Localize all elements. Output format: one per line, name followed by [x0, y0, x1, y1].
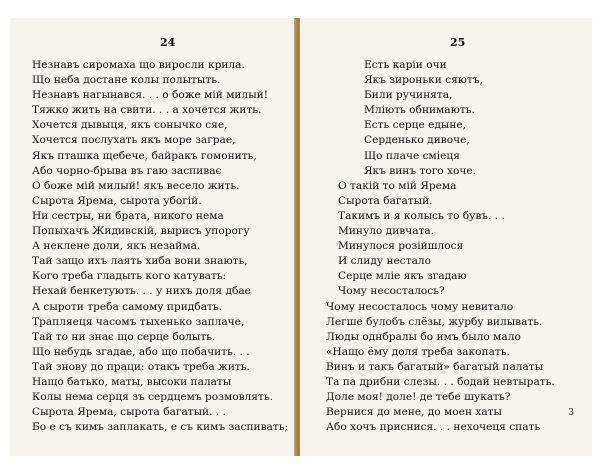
text-line: Тай знову до праци: отакъ треба жить.: [32, 360, 250, 373]
text-line: Такимъ и я колысь то бувъ. . .: [338, 209, 505, 222]
text-line: Есть карiи очи: [364, 59, 447, 71]
signature-mark: 3: [568, 408, 574, 418]
text-line: Били ручинята,: [364, 89, 453, 102]
text-line: «Нащо ёму доля треба закопать.: [326, 345, 510, 358]
text-line: Сырота Ярема, сырота убогiй.: [32, 194, 202, 207]
text-line: Минулося розiйшлося: [338, 240, 464, 253]
text-line: Вернися до мене, до моен хаты: [326, 406, 502, 419]
text-line: И слиду нестало: [338, 255, 432, 268]
text-line: Нехай бенкетують. . . у нихъ доля дбае: [32, 285, 251, 298]
text-line: Попыхачъ Жидивскiй, вырисъ упорогу: [32, 225, 250, 238]
text-line: О боже мiй милый! якъ весело жить.: [32, 179, 240, 192]
text-line: Та па дрибни слезы. . . бодай невтырать.: [326, 375, 555, 388]
text-line: Сырота багатый.: [338, 194, 433, 207]
text-line: Хочется послухать якъ море заграе,: [32, 134, 236, 147]
text-line: О такiй то мiй Ярема: [338, 179, 457, 192]
text-line: Нащо батько, маты, высоки палаты: [32, 375, 232, 388]
text-line: Доле моя! доле! де тебе шукать?: [326, 391, 511, 404]
page-number-right: 25: [450, 36, 466, 49]
text-line: Кого треба гладыть кого катувать:: [32, 270, 227, 283]
text-line: Сырота Ярема, сырота багатый. . .: [32, 406, 226, 419]
text-line: Трапляеця часомъ тыхенько заплаче,: [32, 315, 245, 328]
text-line: Чому несосталось?: [338, 285, 445, 298]
text-line: Бо е съ кимъ заплакать, е съ кимъ заспивать;: [32, 421, 289, 434]
text-line: Що неба достане колы полытыть.: [32, 74, 221, 87]
text-line: Тяжко жить на свити. . . а хочется жить.: [32, 104, 262, 117]
text-line: Якъ зироньки сяютъ,: [364, 74, 483, 87]
text-line: А неклене доли, якъ незайма.: [32, 240, 201, 253]
text-line: Колы нема серця зъ сердцемъ розмовлять.: [32, 391, 273, 404]
text-line: Минуло дивчата.: [338, 225, 435, 238]
text-line: Незнавъ сиромаха що виросли крила.: [32, 59, 245, 71]
text-line: А сыроти треба самому придбать.: [32, 300, 222, 313]
text-line: Незнавъ нагынався. . . о боже мiй милый!: [32, 89, 268, 102]
right-page: [300, 18, 592, 456]
left-page-text: [32, 58, 288, 435]
text-line: Або чорно-брыва въ гаю заспиває: [32, 164, 222, 177]
left-page: [10, 18, 296, 456]
text-line: Серденько дивоче,: [364, 134, 470, 147]
text-line: Чому несосталось чому невитало: [326, 300, 514, 313]
text-line: Що небудь згадае, або що побачить. . .: [32, 345, 250, 358]
text-line: Або хочъ приснися. . . нехочеця спать: [326, 421, 541, 434]
text-line: Якъ винъ того хоче.: [364, 164, 477, 177]
text-line: Що плаче смiеця: [364, 149, 460, 162]
text-line: Тай защо ихъ лаять хиба вони знають,: [32, 255, 248, 268]
text-line: Млiють обнимають.: [364, 104, 475, 117]
text-line: Люды однбралы бо имъ было мало: [326, 330, 521, 343]
text-line: Легше булобъ слёзы, журбу вилывать.: [326, 315, 543, 328]
text-line: Ни сестры, ни брата, никого нема: [32, 209, 224, 222]
text-line: Якъ пташка щебече, байракъ гомонить,: [32, 149, 257, 162]
text-line: Винъ и такъ багатый» багатый палаты: [326, 360, 544, 373]
text-line: Серце млiе якъ згадаю: [338, 270, 467, 283]
text-line: Хочется дывыця, якъ сонычко сяе,: [32, 119, 228, 132]
text-line: Тай то ни знає що серце болыть.: [32, 330, 216, 343]
right-page-text: [326, 58, 555, 435]
text-line: Есть серце едыне,: [364, 119, 467, 132]
page-number-left: 24: [160, 36, 176, 49]
